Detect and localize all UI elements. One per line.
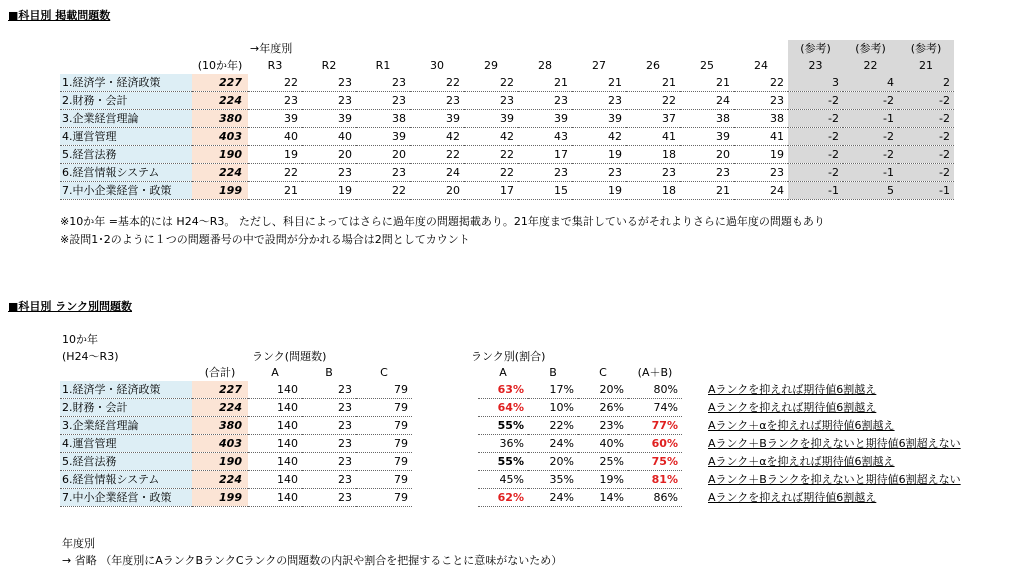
year-header: 24 (754, 59, 768, 72)
rank-ab-ratio: 80% (628, 381, 682, 399)
ratio-a-header: A (499, 366, 507, 379)
rank-a-ratio: 62% (478, 489, 528, 507)
strategy-note-text: Aランク＋αを抑えれば期待値6割越え (708, 419, 895, 432)
ref-year-count: -2 (898, 110, 954, 128)
rank-c-count: 79 (356, 453, 412, 471)
rank-a-count: 140 (248, 399, 302, 417)
subject-name: 5.経営法務 (60, 146, 192, 164)
spacer (412, 435, 478, 453)
subject-name: 7.中小企業経営・政策 (60, 489, 192, 507)
ref-year-count: -2 (843, 128, 898, 146)
spacer (412, 399, 478, 417)
rank-a-ratio: 45% (478, 471, 528, 489)
table-row (60, 489, 963, 507)
year-count: 18 (626, 146, 680, 164)
subject-total: 380 (192, 110, 248, 128)
rank-ab-ratio: 75% (628, 453, 682, 471)
footer-text: → 省略 （年度別にAランクBランクCランクの問題数の内訳や割合を把握することに意味がないため） (62, 554, 563, 567)
year-count: 21 (680, 182, 734, 200)
year-count: 41 (626, 128, 680, 146)
ref-year-count: -2 (898, 164, 954, 182)
ratio-c-header: C (599, 366, 607, 379)
subject-total: 224 (192, 471, 248, 489)
subject-name: 3.企業経営理論 (60, 417, 192, 435)
strategy-note-text: Aランク＋Bランクを抑えないと期待値6割超えない (708, 473, 961, 486)
year-count: 23 (680, 164, 734, 182)
rank-a-count: 140 (248, 381, 302, 399)
year-header: R1 (375, 59, 391, 72)
year-count: 19 (572, 146, 626, 164)
year-count: 22 (356, 182, 410, 200)
year-count: 22 (626, 92, 680, 110)
spacer (682, 381, 702, 399)
ref-year-count: -2 (843, 146, 898, 164)
year-count: 39 (572, 110, 626, 128)
year-header: 29 (484, 59, 498, 72)
rank-c-ratio: 19% (578, 471, 628, 489)
rank-b-count: 23 (302, 471, 356, 489)
subject-name: 6.経営情報システム (60, 164, 192, 182)
subject-total: 190 (192, 146, 248, 164)
year-count: 39 (464, 110, 518, 128)
year-header: 27 (592, 59, 606, 72)
rank-a-ratio: 55% (478, 453, 528, 471)
ref-year-count: -2 (788, 164, 843, 182)
table-row (60, 471, 963, 489)
ref-year-header: 21 (898, 57, 954, 74)
table-row (60, 74, 954, 92)
year-count: 24 (410, 164, 464, 182)
year-count: 19 (248, 146, 302, 164)
year-count: 20 (410, 182, 464, 200)
ref-year-count: -2 (898, 92, 954, 110)
year-count: 42 (572, 128, 626, 146)
year-count: 42 (464, 128, 518, 146)
subject-name: 5.経営法務 (60, 453, 192, 471)
year-arrow-label: →年度別 (250, 42, 293, 55)
ref-year-count: -2 (843, 92, 898, 110)
rank-c-count: 79 (356, 471, 412, 489)
period-range: (H24～R3) (62, 350, 119, 363)
year-count: 22 (410, 74, 464, 92)
subject-total: 227 (192, 381, 248, 399)
rank-b-count: 23 (302, 399, 356, 417)
year-count: 22 (734, 74, 788, 92)
year-count: 23 (464, 92, 518, 110)
subject-total: 190 (192, 453, 248, 471)
year-count: 23 (248, 92, 302, 110)
year-count: 37 (626, 110, 680, 128)
rank-c-count: 79 (356, 489, 412, 507)
year-count: 41 (734, 128, 788, 146)
subject-name: 2.財務・会計 (60, 92, 192, 110)
strategy-note (702, 381, 963, 399)
strategy-note (702, 453, 963, 471)
rank-b-ratio: 17% (528, 381, 578, 399)
strategy-note-text: Aランクを抑えれば期待値6割越え (708, 491, 877, 504)
table-row (60, 417, 963, 435)
spacer (412, 471, 478, 489)
subject-name: 3.企業経営理論 (60, 110, 192, 128)
year-count: 38 (734, 110, 788, 128)
ref-label: (参考) (843, 40, 898, 57)
year-count: 22 (464, 164, 518, 182)
year-count: 39 (410, 110, 464, 128)
strategy-note (702, 399, 963, 417)
year-count: 22 (464, 74, 518, 92)
rank-b-ratio: 24% (528, 435, 578, 453)
table1-header-years (60, 57, 954, 74)
spacer (682, 453, 702, 471)
footer-label: 年度別 (62, 537, 95, 550)
section1-title: ■科目別 掲載問題数 (8, 9, 111, 22)
rank-a-ratio: 63% (478, 381, 528, 399)
ref-year-count: -2 (898, 146, 954, 164)
year-count: 21 (680, 74, 734, 92)
table1-header-top (60, 40, 954, 57)
rank-ab-ratio: 60% (628, 435, 682, 453)
ratio-b-header: B (549, 366, 557, 379)
year-count: 38 (356, 110, 410, 128)
rank-a-count: 140 (248, 435, 302, 453)
ref-year-count: 2 (898, 74, 954, 92)
year-count: 23 (302, 74, 356, 92)
total-header: (合計) (204, 366, 236, 379)
year-count: 22 (410, 146, 464, 164)
year-count: 20 (680, 146, 734, 164)
subject-total: 199 (192, 489, 248, 507)
ref-year-count: -1 (843, 110, 898, 128)
rank-b-count: 23 (302, 381, 356, 399)
subject-name: 4.運営管理 (60, 128, 192, 146)
year-count: 39 (680, 128, 734, 146)
year-count: 23 (572, 164, 626, 182)
table-row (60, 110, 954, 128)
ref-year-count: 3 (788, 74, 843, 92)
year-count: 23 (626, 164, 680, 182)
ref-year-count: -1 (898, 182, 954, 200)
strategy-note (702, 417, 963, 435)
rank-b-count: 23 (302, 489, 356, 507)
year-count: 23 (518, 164, 572, 182)
rank-c-count: 79 (356, 417, 412, 435)
ref-year-count: -2 (788, 110, 843, 128)
ref-year-count: -2 (898, 128, 954, 146)
note-1: ※10か年 =基本的には H24～R3。 ただし、科目によってはさらに過年度の問題掲載あり。21年度まで集計しているがそれよりさらに過年度の問題もあり (60, 215, 825, 228)
subject-name: 7.中小企業経営・政策 (60, 182, 192, 200)
year-count: 21 (626, 74, 680, 92)
rank-c-count: 79 (356, 381, 412, 399)
strategy-note (702, 435, 963, 453)
year-count: 40 (248, 128, 302, 146)
rank-b-count: 23 (302, 435, 356, 453)
table-row (60, 435, 963, 453)
year-count: 22 (464, 146, 518, 164)
year-count: 17 (518, 146, 572, 164)
rank-b-ratio: 20% (528, 453, 578, 471)
ref-year-header: 22 (843, 57, 898, 74)
year-header: 26 (646, 59, 660, 72)
year-count: 40 (302, 128, 356, 146)
ref-year-count: -2 (788, 92, 843, 110)
strategy-note-text: Aランクを抑えれば期待値6割越え (708, 383, 877, 397)
subject-total: 224 (192, 164, 248, 182)
rank-a-count: 140 (248, 453, 302, 471)
year-count: 43 (518, 128, 572, 146)
year-count: 22 (248, 74, 302, 92)
year-count: 19 (734, 146, 788, 164)
rank-c-ratio: 40% (578, 435, 628, 453)
table-row (60, 399, 963, 417)
year-count: 23 (518, 92, 572, 110)
year-count: 15 (518, 182, 572, 200)
strategy-note-text: Aランク＋Bランクを抑えないと期待値6割超えない (708, 437, 961, 450)
rank-ratio-header: ランク別(割合) (471, 350, 546, 363)
subject-total: 403 (192, 128, 248, 146)
year-header: 28 (538, 59, 552, 72)
subject-name: 2.財務・会計 (60, 399, 192, 417)
ref-year-count: -1 (788, 182, 843, 200)
col-a-header: A (271, 366, 279, 379)
spacer (682, 489, 702, 507)
year-count: 18 (626, 182, 680, 200)
rank-c-ratio: 14% (578, 489, 628, 507)
subject-total: 227 (192, 74, 248, 92)
subject-total: 403 (192, 435, 248, 453)
rank-c-ratio: 23% (578, 417, 628, 435)
year-count: 23 (572, 92, 626, 110)
rank-c-count: 79 (356, 399, 412, 417)
year-count: 23 (302, 92, 356, 110)
year-count: 17 (464, 182, 518, 200)
year-count: 23 (734, 164, 788, 182)
rank-a-count: 140 (248, 417, 302, 435)
rank-ab-ratio: 77% (628, 417, 682, 435)
year-header: 30 (430, 59, 444, 72)
rank-ab-ratio: 81% (628, 471, 682, 489)
rank-c-ratio: 26% (578, 399, 628, 417)
table-row (60, 128, 954, 146)
spacer (412, 381, 478, 399)
col-c-header: C (380, 366, 388, 379)
note-2: ※設問1･2のように１つの問題番号の中で設問が分かれる場合は2問としてカウント (60, 233, 470, 246)
rank-a-ratio: 36% (478, 435, 528, 453)
year-count: 19 (302, 182, 356, 200)
rank-b-count: 23 (302, 417, 356, 435)
year-count: 23 (356, 164, 410, 182)
ref-year-count: 4 (843, 74, 898, 92)
rank-c-ratio: 25% (578, 453, 628, 471)
ref-label: (参考) (898, 40, 954, 57)
spacer (682, 417, 702, 435)
year-count: 19 (572, 182, 626, 200)
table-row (60, 92, 954, 110)
rank-a-ratio: 64% (478, 399, 528, 417)
year-count: 23 (356, 74, 410, 92)
year-count: 39 (302, 110, 356, 128)
table-row (60, 164, 954, 182)
subject-count-table (60, 40, 954, 200)
year-count: 23 (302, 164, 356, 182)
subject-name: 6.経営情報システム (60, 471, 192, 489)
year-count: 42 (410, 128, 464, 146)
ref-year-count: -2 (788, 128, 843, 146)
rank-table (60, 364, 963, 507)
subject-total: 199 (192, 182, 248, 200)
rank-a-count: 140 (248, 471, 302, 489)
ref-label: (参考) (788, 40, 843, 57)
year-header: R3 (267, 59, 283, 72)
year-count: 21 (518, 74, 572, 92)
ref-year-count: -1 (843, 164, 898, 182)
table-row (60, 453, 963, 471)
table-row (60, 381, 963, 399)
rank-a-count: 140 (248, 489, 302, 507)
year-count: 24 (734, 182, 788, 200)
subject-total: 224 (192, 399, 248, 417)
subject-total: 380 (192, 417, 248, 435)
strategy-note (702, 489, 963, 507)
year-count: 39 (248, 110, 302, 128)
spacer (682, 435, 702, 453)
spacer (412, 489, 478, 507)
year-count: 21 (572, 74, 626, 92)
table-row (60, 182, 954, 200)
table-row (60, 146, 954, 164)
year-count: 20 (356, 146, 410, 164)
rank-count-header: ランク(問題数) (252, 350, 327, 363)
strategy-note-text: Aランク＋αを抑えれば期待値6割越え (708, 455, 895, 468)
ref-year-count: -2 (788, 146, 843, 164)
rank-b-ratio: 10% (528, 399, 578, 417)
subject-name: 1.経済学・経済政策 (60, 381, 192, 399)
year-count: 38 (680, 110, 734, 128)
subject-total: 224 (192, 92, 248, 110)
rank-c-ratio: 20% (578, 381, 628, 399)
year-count: 23 (734, 92, 788, 110)
table2-header (60, 364, 963, 381)
rank-ab-ratio: 74% (628, 399, 682, 417)
ref-year-count: 5 (843, 182, 898, 200)
year-count: 39 (518, 110, 572, 128)
rank-ab-ratio: 86% (628, 489, 682, 507)
spacer (682, 471, 702, 489)
spacer (682, 399, 702, 417)
rank-b-ratio: 24% (528, 489, 578, 507)
rank-b-ratio: 35% (528, 471, 578, 489)
strategy-note (702, 471, 963, 489)
year-count: 22 (248, 164, 302, 182)
year-header: 25 (700, 59, 714, 72)
year-count: 39 (356, 128, 410, 146)
ref-year-header: 23 (788, 57, 843, 74)
rank-b-count: 23 (302, 453, 356, 471)
year-count: 23 (356, 92, 410, 110)
spacer (412, 417, 478, 435)
period-label: 10か年 (62, 333, 98, 346)
section2-title: ■科目別 ランク別問題数 (8, 300, 133, 313)
year-count: 20 (302, 146, 356, 164)
year-count: 23 (410, 92, 464, 110)
ten-year-label: (10か年) (197, 59, 243, 72)
rank-c-count: 79 (356, 435, 412, 453)
rank-a-ratio: 55% (478, 417, 528, 435)
rank-b-ratio: 22% (528, 417, 578, 435)
spacer (412, 453, 478, 471)
strategy-note-text: Aランクを抑えれば期待値6割越え (708, 401, 877, 414)
year-count: 21 (248, 182, 302, 200)
subject-name: 4.運営管理 (60, 435, 192, 453)
year-count: 24 (680, 92, 734, 110)
subject-name: 1.経済学・経済政策 (60, 74, 192, 92)
year-header: R2 (321, 59, 337, 72)
col-b-header: B (325, 366, 333, 379)
ratio-ab-header: (A＋B) (637, 366, 673, 379)
